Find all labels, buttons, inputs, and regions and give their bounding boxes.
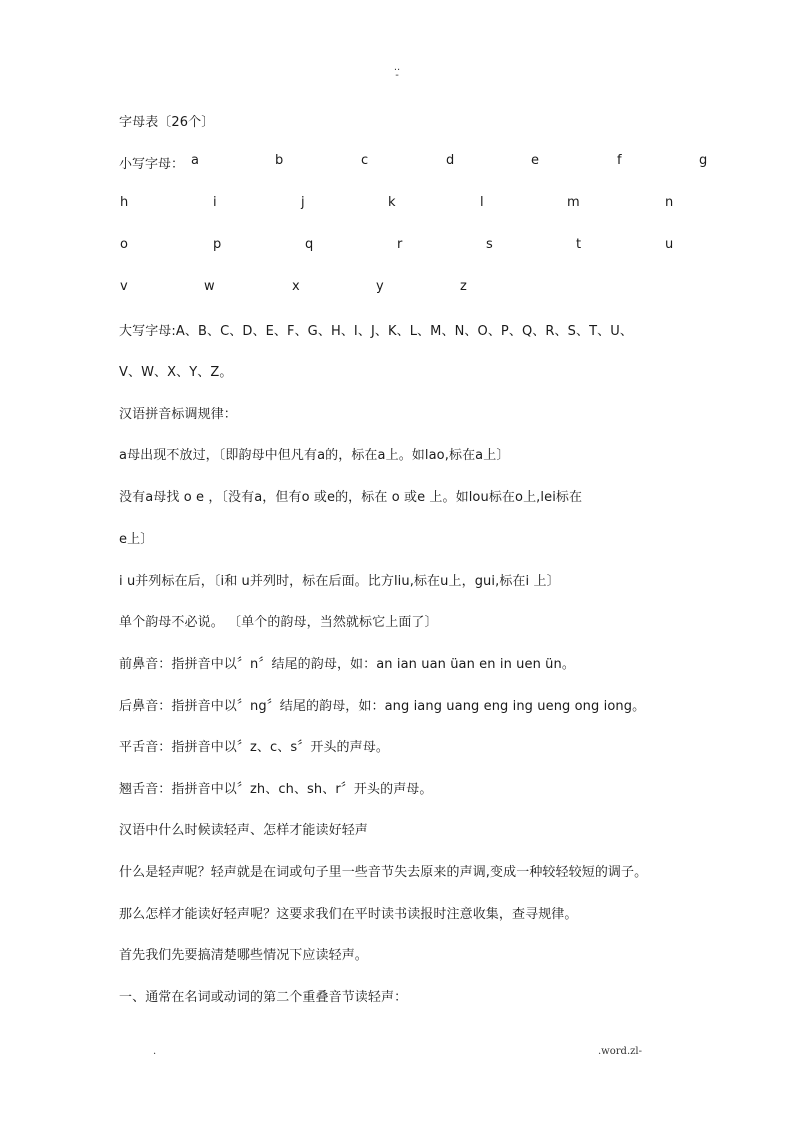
letter: w: [204, 279, 215, 294]
tone-rule-4: 单个韵母不必说。 〔单个的韵母，当然就标它上面了〕: [119, 615, 438, 630]
letter: b: [275, 153, 284, 168]
letter: h: [120, 195, 129, 210]
neutral-tone-paragraph-1: 什么是轻声呢？轻声就是在词或句子里一些音节失去原来的声调,变成一种较轻较短的调子。: [119, 865, 648, 880]
retroflex-definition: 翘舌音：指拼音中以〞zh、ch、sh、r〞开头的声母。: [119, 782, 433, 797]
letter: n: [665, 195, 674, 210]
letter: l: [480, 195, 484, 210]
header-mark-bottom: -: [395, 70, 399, 81]
uppercase-line-1: 大写字母:A、B、C、D、E、F、G、H、I、J、K、L、M、N、O、P、Q、R、S、T、U、: [119, 324, 633, 339]
tone-rule-1: a母出现不放过，〔即韵母中但凡有a的，标在a上。如lao,标在a上〕: [119, 448, 510, 463]
letter: m: [567, 195, 580, 210]
tone-rule-3: i u并列标在后，〔i和 u并列时，标在后面。比方liu,标在u上，gui,标在i 上〕: [119, 574, 560, 589]
letter: x: [292, 279, 300, 294]
letter: s: [486, 237, 493, 252]
letter: k: [388, 195, 396, 210]
letter: q: [305, 237, 314, 252]
letter: y: [376, 279, 384, 294]
letter: d: [446, 153, 455, 168]
tone-rule-2-line-1: 没有a母找 o e ，〔没有a，但有o 或e的，标在 o 或e 上。如lou标在o上,lei标在: [119, 490, 583, 505]
letter: a: [191, 153, 199, 168]
footer-left-mark: .: [153, 1046, 157, 1057]
letter: c: [361, 153, 369, 168]
neutral-tone-paragraph-3: 首先我们先要搞清楚哪些情况下应读轻声。: [119, 948, 368, 963]
lowercase-row-3: [119, 237, 719, 257]
letter: p: [213, 237, 222, 252]
flat-tongue-definition: 平舌音：指拼音中以〞z、c、s〞开头的声母。: [119, 740, 389, 755]
alphabet-title: 字母表〔26个〕: [119, 115, 215, 130]
letter: t: [576, 237, 582, 252]
back-nasal-definition: 后鼻音：指拼音中以〞ng〞结尾的韵母，如：ang iang uang eng ing ueng ong iong。: [119, 699, 646, 714]
tone-rule-2-line-2: e上〕: [119, 532, 154, 547]
neutral-tone-heading: 汉语中什么时候读轻声、怎样才能读好轻声: [119, 823, 368, 838]
lowercase-row-2: [119, 195, 719, 215]
letter: r: [397, 237, 403, 252]
uppercase-line-2: V、W、X、Y、Z。: [119, 365, 233, 380]
footer-right-mark: .word.zl-: [598, 1046, 642, 1057]
letter: o: [120, 237, 128, 252]
lowercase-row-4: [119, 279, 719, 299]
letter: u: [665, 237, 674, 252]
letter: v: [120, 279, 128, 294]
lowercase-row-1: [119, 153, 719, 173]
neutral-tone-paragraph-4: 一、通常在名词或动词的第二个重叠音节读轻声：: [119, 990, 408, 1005]
front-nasal-definition: 前鼻音：指拼音中以〞n〞结尾的韵母，如：an ian uan üan en in uen ün。: [119, 657, 575, 672]
neutral-tone-paragraph-2: 那么怎样才能读好轻声呢？这要求我们在平时读书读报时注意收集，查寻规律。: [119, 907, 578, 922]
letter: e: [531, 153, 539, 168]
lowercase-label: 小写字母：: [119, 157, 185, 172]
letter: i: [213, 195, 217, 210]
letter: f: [617, 153, 622, 168]
header-mark-top: ..: [393, 62, 401, 73]
letter: j: [301, 195, 305, 210]
page-header-mark: [0, 64, 794, 80]
letter: z: [460, 279, 467, 294]
tone-rules-heading: 汉语拼音标调规律：: [119, 407, 237, 422]
letter: g: [699, 153, 708, 168]
